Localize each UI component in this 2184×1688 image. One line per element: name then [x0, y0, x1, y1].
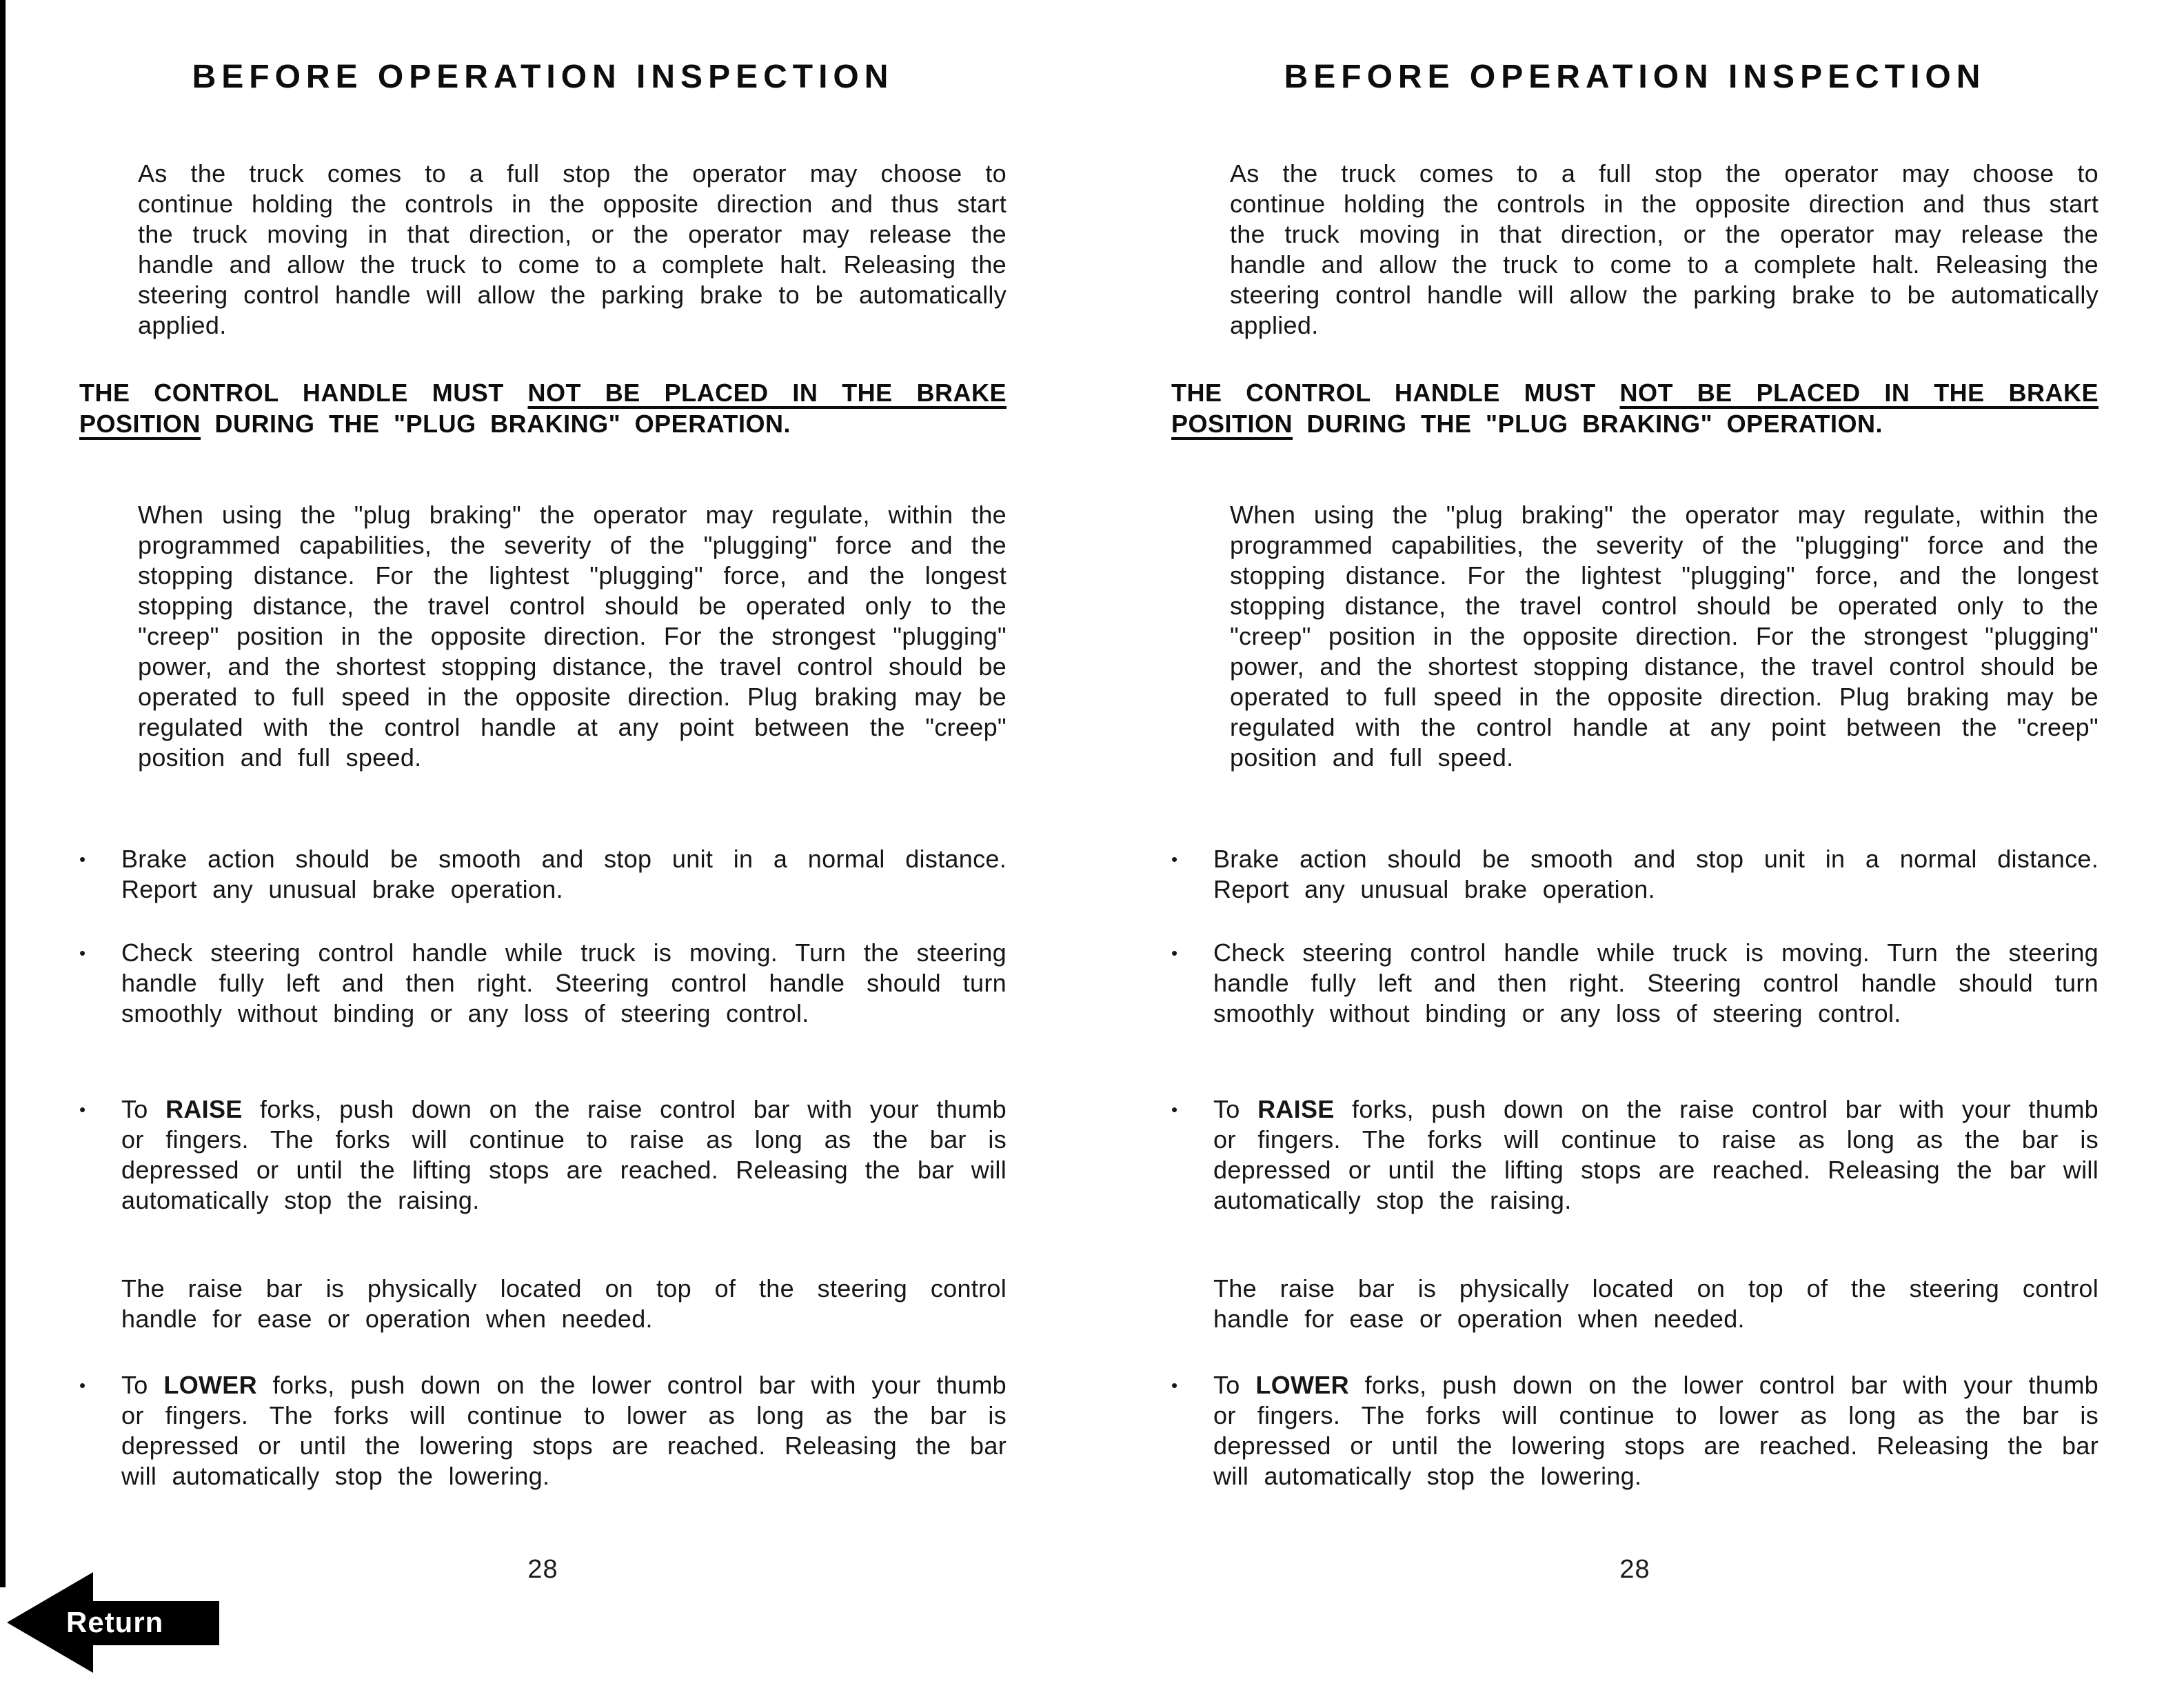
list-item-text: [121, 938, 1007, 1059]
list-item-text-pre: To: [121, 1095, 166, 1123]
list-item-text-rest: forks, push down on the raise control bar with your thumb or fingers. The forks will continue to raise as long as the bar is depressed or until the lifting stops are reached. Releasing the bar will automatically stop the raising.: [121, 1095, 1007, 1214]
list-item-raise-forks: [1171, 1094, 2099, 1246]
list-item-text-rest: forks, push down on the raise control bar with your thumb or fingers. The forks will continue to raise as long as the bar is depressed or until the lifting stops are reached. Releasing the bar will automatically stop the raising.: [1213, 1095, 2099, 1214]
list-item-lower-forks: [1171, 1370, 2099, 1522]
warning-text-pre: THE CONTROL HANDLE MUST: [79, 379, 528, 407]
list-item-text: [121, 844, 1007, 905]
plug-braking-paragraph: When using the "plug braking" the operator may regulate, within the programmed capabilities, the severity of the "plugging" force and the stopping distance. For the lightest "plugging" force, and the longest stopping distance, the travel control should be operated only to the "creep" position in the opposite direction. For the strongest "plugging" power, and the shortest stopping distance, the travel control should be operated to full speed in the opposite direction. Plug braking may be regulated with the control handle at any point between the "creep" position and full speed.: [1230, 501, 2099, 772]
bullet-icon: •: [1171, 849, 1178, 870]
list-item-steering-check: [79, 938, 1007, 1059]
warning-text-underlined: NOT BE PLACED IN THE BRAKE POSITION: [79, 379, 1007, 438]
page-column-right: [1092, 0, 2184, 1688]
list-item-raise-forks: [79, 1094, 1007, 1246]
list-item-text-pre: Brake action should be smooth and stop unit in a normal distance. Report any unusual brake operation.: [1213, 845, 2099, 903]
list-item-text: [121, 1370, 1007, 1522]
list-item-text-rest: forks, push down on the lower control bar with your thumb or fingers. The forks will continue to lower as long as the bar is depressed or until the lowering stops are reached. Releasing the bar will automatically stop the lowering.: [1213, 1371, 2099, 1490]
list-item-text-bold: RAISE: [1257, 1095, 1335, 1123]
list-item-text: [1213, 1094, 2099, 1246]
list-item-brake-action: [79, 844, 1007, 905]
list-item-text-bold: LOWER: [1255, 1371, 1349, 1399]
warning-heading: [1171, 377, 2099, 474]
list-item-text-rest: forks, push down on the lower control bar with your thumb or fingers. The forks will continue to lower as long as the bar is depressed or until the lowering stops are reached. Releasing the bar will automatically stop the lowering.: [121, 1371, 1007, 1490]
list-item-text-pre: To: [121, 1371, 164, 1399]
bullet-icon: •: [79, 1375, 86, 1396]
warning-text-post: DURING THE "PLUG BRAKING" OPERATION.: [201, 410, 791, 438]
return-button[interactable]: [7, 1572, 219, 1673]
bullet-icon: •: [1171, 1099, 1178, 1120]
return-button-label: Return: [66, 1606, 164, 1638]
bullet-icon: •: [79, 849, 86, 870]
warning-text-post: DURING THE "PLUG BRAKING" OPERATION.: [1293, 410, 1883, 438]
list-item-text-pre: Check steering control handle while truck is moving. Turn the steering handle fully left and then right. Steering control handle should turn smoothly without binding or any loss of steering control.: [121, 938, 1007, 1027]
warning-heading: [79, 377, 1007, 474]
page-number: 28: [527, 1555, 558, 1584]
list-item-text-pre: Check steering control handle while truck is moving. Turn the steering handle fully left and then right. Steering control handle should turn smoothly without binding or any loss of steering control.: [1213, 938, 2099, 1027]
intro-paragraph: As the truck comes to a full stop the operator may choose to continue holding the controls in the opposite direction and thus start the truck moving in that direction, or the operator may release the handle and allow the truck to come to a complete halt. Releasing the steering control handle will allow the parking brake to be automatically applied.: [1230, 159, 2099, 339]
bullet-icon: •: [79, 1099, 86, 1120]
list-item-text-pre: Brake action should be smooth and stop unit in a normal distance. Report any unusual brake operation.: [121, 845, 1007, 903]
raise-bar-note: The raise bar is physically located on top of the steering control handle for ease or operation when needed.: [1213, 1274, 2099, 1333]
intro-paragraph: As the truck comes to a full stop the operator may choose to continue holding the controls in the opposite direction and thus start the truck moving in that direction, or the operator may release the handle and allow the truck to come to a complete halt. Releasing the steering control handle will allow the parking brake to be automatically applied.: [138, 159, 1007, 339]
list-item-text: [1213, 844, 2099, 905]
list-item-text: [1213, 1370, 2099, 1522]
bullet-icon: •: [79, 943, 86, 963]
warning-text-pre: THE CONTROL HANDLE MUST: [1171, 379, 1620, 407]
warning-text-underlined: NOT BE PLACED IN THE BRAKE POSITION: [1171, 379, 2099, 438]
plug-braking-paragraph: When using the "plug braking" the operator may regulate, within the programmed capabilities, the severity of the "plugging" force and the stopping distance. For the lightest "plugging" force, and the longest stopping distance, the travel control should be operated only to the "creep" position in the opposite direction. For the strongest "plugging" power, and the shortest stopping distance, the travel control should be operated to full speed in the opposite direction. Plug braking may be regulated with the control handle at any point between the "creep" position and full speed.: [138, 501, 1007, 772]
bullet-icon: •: [1171, 1375, 1178, 1396]
section-title: BEFORE OPERATION INSPECTION: [1284, 59, 1986, 95]
list-item-text-bold: RAISE: [165, 1095, 243, 1123]
list-item-text: [121, 1094, 1007, 1246]
bullet-icon: •: [1171, 943, 1178, 963]
list-item-text-pre: To: [1213, 1371, 1256, 1399]
list-item-lower-forks: [79, 1370, 1007, 1522]
list-item-text-pre: To: [1213, 1095, 1258, 1123]
section-title: BEFORE OPERATION INSPECTION: [192, 59, 894, 95]
raise-bar-note: The raise bar is physically located on top of the steering control handle for ease or operation when needed.: [121, 1274, 1007, 1333]
list-item-text: [1213, 938, 2099, 1059]
list-item-text-bold: LOWER: [163, 1371, 257, 1399]
list-item-brake-action: [1171, 844, 2099, 905]
page-number: 28: [1619, 1555, 1650, 1584]
list-item-steering-check: [1171, 938, 2099, 1059]
